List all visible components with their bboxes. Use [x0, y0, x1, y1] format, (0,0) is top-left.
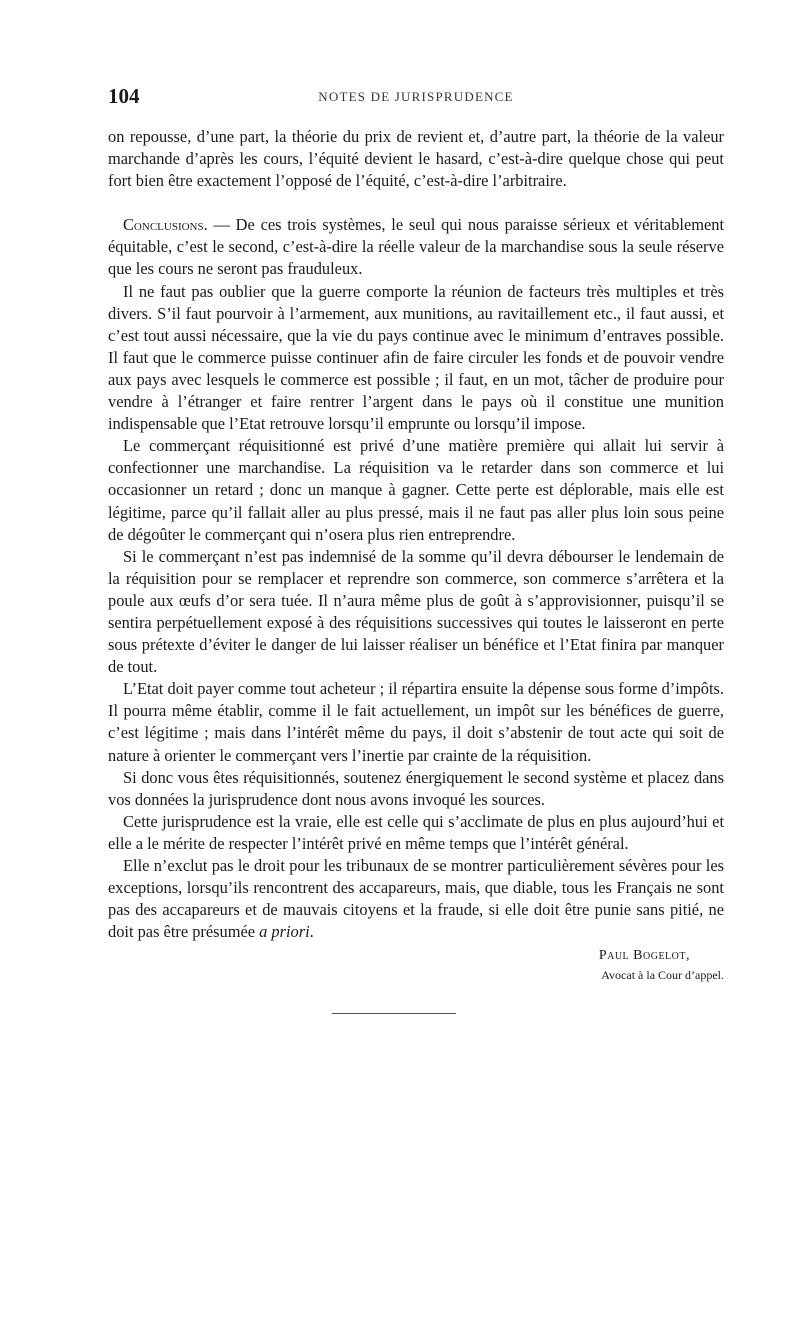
author-title: Avocat à la Cour d’appel. [601, 968, 724, 983]
page-header [108, 84, 724, 106]
paragraph-9-text: Elle n’exclut pas le droit pour les tribunaux de se montrer particulièrement sévères pour les exceptions, lorsqu’ils rencontrent des accapareurs, mais, que diable, tous les Français ne sont pas des accapareurs et de mauvais citoyens et la fraude, si elle doit être punie sans pitié, ne doit pas être présumée [108, 856, 724, 942]
paragraph-3: Il ne faut pas oublier que la guerre comporte la réunion de facteurs très multiples et très divers. S’il faut pourvoir à l’armement, aux munitions, au ravitaillement etc., il faut aussi, et c’est tout aussi nécessaire, que la vie du pays continue avec le minimum d’entraves possible. Il faut que le commerce puisse continuer afin de faire circuler les fonds et de pouvoir vendre aux pays avec lesquels le commerce est possible ; il faut, en un mot, tâcher de produire pour vendre à l’étranger et faire rentrer l’argent dans le pays où il constitue une munition indispensable que l’Etat retrouve lorsqu’il emprunte ou lorsqu’il impose. [108, 281, 724, 434]
author-name: Paul Bogelot, [598, 948, 690, 964]
paragraph-6: L’Etat doit payer comme tout acheteur ; il répartira ensuite la dépense sous forme d’impôts. Il pourra même établir, comme il le fait actuellement, un impôt sur les bénéfices de guerre, c’est légitime ; mais dans l’intérêt même du pays, il doit s’abstenir de tout acte qui soit de nature à orienter le commerçant vers l’inertie par crainte de la réquisition. [108, 679, 724, 765]
running-title: NOTES DE JURISPRUDENCE [318, 89, 514, 104]
conclusions-text: — De ces trois systèmes, le seul qui nous paraisse sérieux et véritablement équitable, c’est le second, c’est-à-dire la réelle valeur de la marchandise sous la seule réserve que les cours ne seront pas frauduleux. [108, 215, 724, 279]
paragraph-5: Si le commerçant n’est pas indemnisé de la somme qu’il devra débourser le lendemain de la réquisition pour se remplacer et reprendre son commerce, son commerce s’arrêtera et la poule aux œufs d’or sera tuée. Il n’aura même plus de goût à s’approvisionner, puisqu’il se sentira perpétuellement exposé à des réquisitions successives qui toutes le laisseront en perte sous prétexte d’éviter le danger de lui laisser réaliser un bénéfice et l’Etat finira par manquer de tout. [108, 546, 724, 677]
a-priori-italic: a priori [259, 922, 310, 942]
paragraph-9-end: . [309, 922, 314, 942]
body-text [108, 126, 724, 943]
paragraph-8: Cette jurisprudence est la vraie, elle est celle qui s’acclimate de plus en plus aujourd’hui et elle a le mérite de respecter l’intérêt privé en même temps que l’intérêt général. [108, 811, 724, 853]
paragraph-conclusions [108, 214, 724, 280]
paragraph-1: on repousse, d’une part, la théorie du prix de revient et, d’autre part, la théorie de la valeur marchande d’après les cours, l’équité devient le hasard, c’est-à-dire quelque chose qui peut fort bien être exactement l’opposé de l’équité, c’est-à-dire l’arbitraire. [108, 127, 724, 191]
paragraph-4: Le commerçant réquisitionné est privé d’une matière première qui allait lui servir à confectionner une marchandise. La réquisition va le retarder dans son commerce et lui occasionner un retard ; donc un manque à gagner. Cette perte est déplorable, mais elle est légitime, parce qu’il fallait aller au plus pressé, mais il ne faut pas aller plus loin sous peine de dégoûter le commerçant qui n’osera plus rien entreprendre. [108, 436, 724, 544]
end-rule [332, 1013, 456, 1014]
conclusions-heading: Conclusions. [123, 215, 208, 235]
page-number: 104 [108, 84, 140, 108]
paragraph-9 [108, 855, 724, 943]
signature-block [108, 945, 724, 983]
document-page [108, 84, 724, 1014]
paragraph-7: Si donc vous êtes réquisitionnés, soutenez énergiquement le second système et placez dans vos données la jurisprudence dont nous avons invoqué les sources. [108, 767, 724, 809]
